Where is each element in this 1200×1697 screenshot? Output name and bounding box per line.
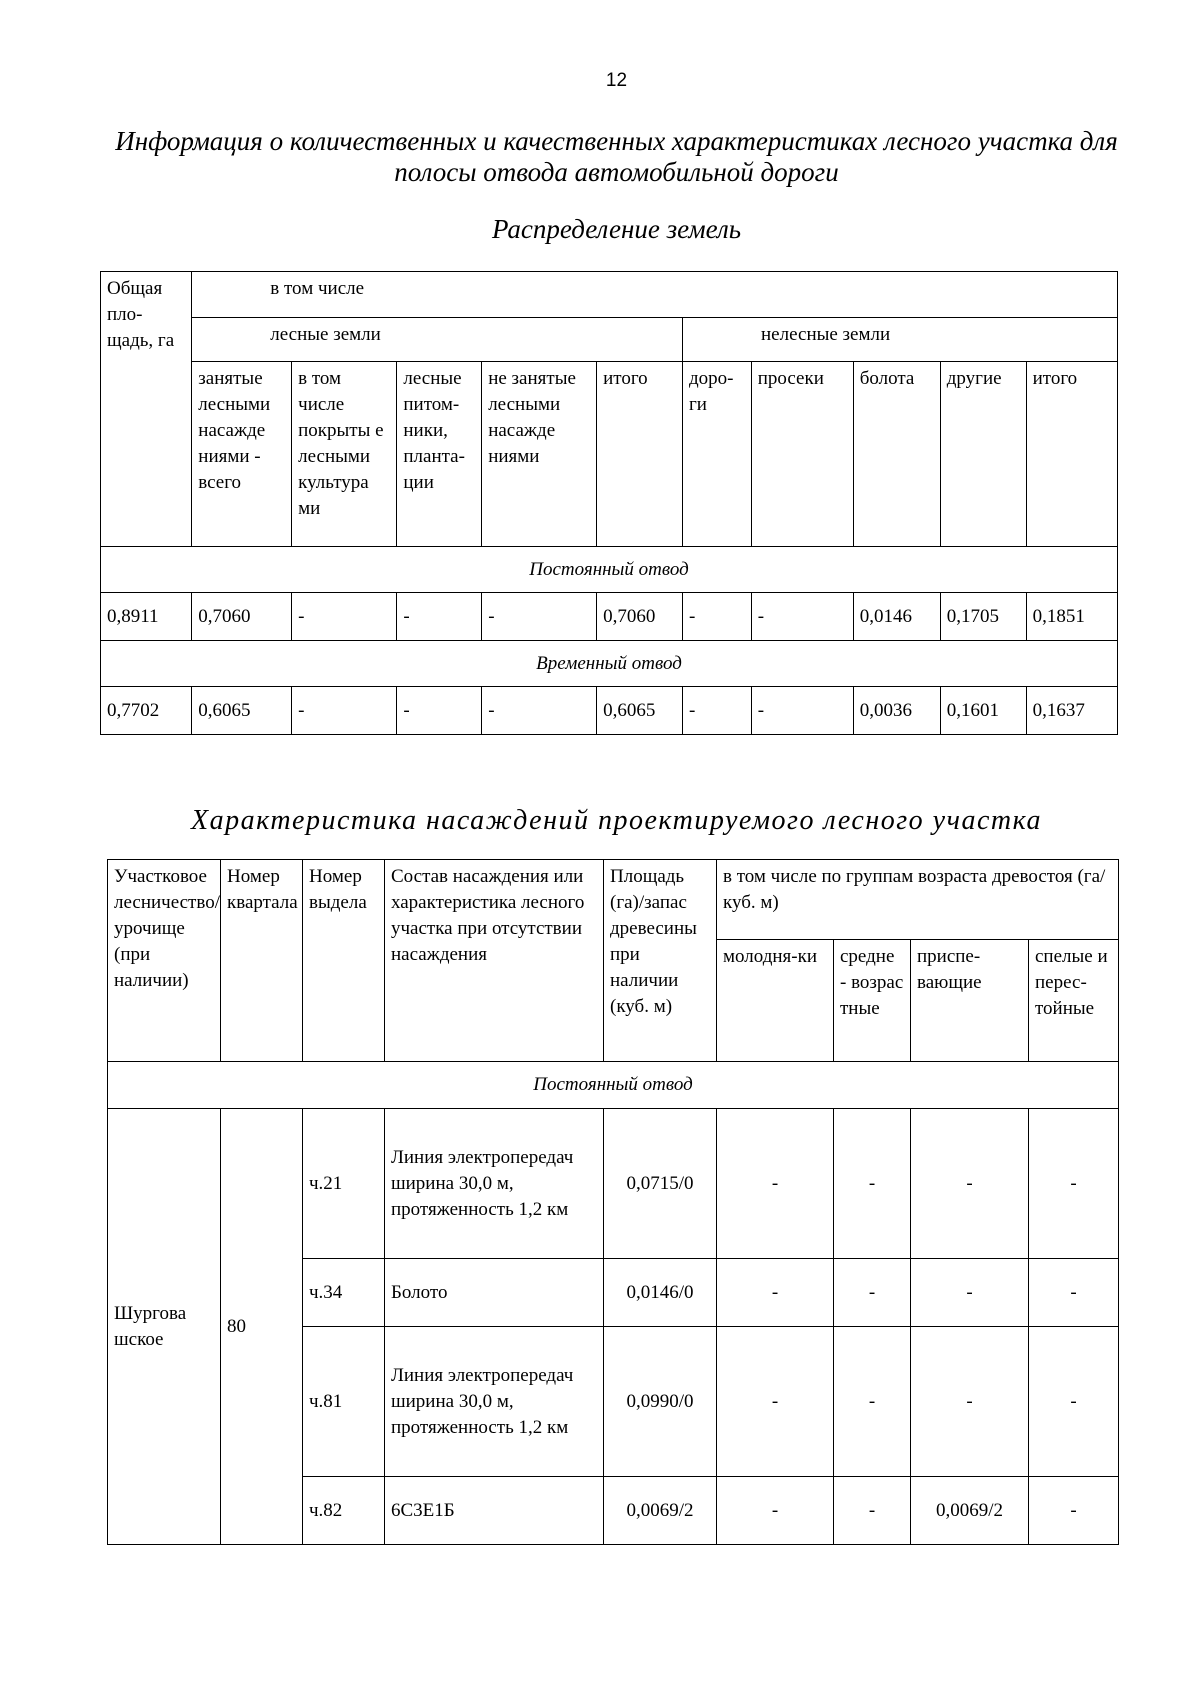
table-cell: 0,7060 <box>192 593 292 641</box>
middle-age-value: - <box>834 1109 911 1259</box>
table-cell: 0,1601 <box>940 687 1026 735</box>
header-including: в том числе <box>192 272 1118 318</box>
stands-title: Характеристика насаждений проектируемого лесного участка <box>191 805 1042 836</box>
young-value: - <box>717 1109 834 1259</box>
composition: Болото <box>385 1259 604 1327</box>
ripening-value: - <box>911 1109 1029 1259</box>
mature-value: - <box>1029 1327 1119 1477</box>
composition: Линия электропередач ширина 30,0 м, протяженность 1,2 км <box>385 1327 604 1477</box>
header-age-groups: в том числе по группам возраста древостоя (га/куб. м) <box>717 860 1119 940</box>
table-cell: 0,6065 <box>597 687 683 735</box>
area-stock: 0,0715/0 <box>604 1109 717 1259</box>
area-stock: 0,0146/0 <box>604 1259 717 1327</box>
table-cell: 0,0146 <box>853 593 940 641</box>
header-quarter: Номер квартала <box>221 860 303 1062</box>
header-nonforest-col: просеки <box>751 362 853 547</box>
mature-value: - <box>1029 1259 1119 1327</box>
young-value: - <box>717 1477 834 1545</box>
young-value: - <box>717 1259 834 1327</box>
header-forest-col: лесные питом-ники, планта-ции <box>397 362 482 547</box>
table-cell: 0,1705 <box>940 593 1026 641</box>
header-nonforest-col: доро-ги <box>683 362 752 547</box>
section-label: Временный отвод <box>101 641 1118 687</box>
table-cell: - <box>683 687 752 735</box>
table-cell: - <box>683 593 752 641</box>
table-cell: - <box>482 687 597 735</box>
header-forest-lands: лесные земли <box>192 318 683 362</box>
table-row <box>101 593 1118 641</box>
table-cell: - <box>397 687 482 735</box>
table-cell: 0,7060 <box>597 593 683 641</box>
header-section: Номер выдела <box>303 860 385 1062</box>
area-stock: 0,0069/2 <box>604 1477 717 1545</box>
table-row <box>108 1109 1119 1259</box>
header-nonforest-col: другие <box>940 362 1026 547</box>
header-nonforest-col: итого <box>1026 362 1117 547</box>
page-number: 12 <box>605 70 628 91</box>
section-label: Постоянный отвод <box>108 1062 1119 1109</box>
header-age-col: приспе-вающие <box>911 940 1029 1062</box>
ripening-value: - <box>911 1327 1029 1477</box>
table-cell: - <box>751 593 853 641</box>
header-composition: Состав насаждения или характеристика лесного участка при отсутствии насаждения <box>385 860 604 1062</box>
composition: Линия электропередач ширина 30,0 м, протяженность 1,2 км <box>385 1109 604 1259</box>
section-label: Постоянный отвод <box>101 547 1118 593</box>
section-number: ч.82 <box>303 1477 385 1545</box>
table-cell: 0,1637 <box>1026 687 1117 735</box>
table-cell: 0,6065 <box>192 687 292 735</box>
table-cell: 0,1851 <box>1026 593 1117 641</box>
table-cell: - <box>751 687 853 735</box>
document-title: Информация о количественных и качественных характеристиках лесного участка для полосы отвода автомобильной дороги <box>115 126 1118 187</box>
table-cell: - <box>292 687 397 735</box>
land-distribution-title: Распределение земель <box>491 214 742 244</box>
header-age-col: спелые и перес-тойные <box>1029 940 1119 1062</box>
mature-value: - <box>1029 1477 1119 1545</box>
young-value: - <box>717 1327 834 1477</box>
header-forest-col: итого <box>597 362 683 547</box>
forestry-name: Шургова шское <box>108 1109 221 1545</box>
ripening-value: 0,0069/2 <box>911 1477 1029 1545</box>
header-total-area: Общая пло-щадь, га <box>101 272 192 547</box>
header-forest-col: не занятые лесными насажде ниями <box>482 362 597 547</box>
composition: 6С3Е1Б <box>385 1477 604 1545</box>
header-forest-col: в том числе покрыты е лесными культура ми <box>292 362 397 547</box>
area-stock: 0,0990/0 <box>604 1327 717 1477</box>
table-cell: 0,0036 <box>853 687 940 735</box>
stands-table <box>107 859 1119 1545</box>
table-cell: - <box>397 593 482 641</box>
section-number: ч.21 <box>303 1109 385 1259</box>
table-cell: - <box>292 593 397 641</box>
mature-value: - <box>1029 1109 1119 1259</box>
section-number: ч.34 <box>303 1259 385 1327</box>
quarter-number: 80 <box>221 1109 303 1545</box>
header-age-col: средне - возрас тные <box>834 940 911 1062</box>
header-nonforest-col: болота <box>853 362 940 547</box>
table-row <box>101 687 1118 735</box>
middle-age-value: - <box>834 1327 911 1477</box>
section-number: ч.81 <box>303 1327 385 1477</box>
middle-age-value: - <box>834 1259 911 1327</box>
ripening-value: - <box>911 1259 1029 1327</box>
table-cell: 0,8911 <box>101 593 192 641</box>
header-area: Площадь (га)/запас древесины при наличии (куб. м) <box>604 860 717 1062</box>
header-age-col: молодня-ки <box>717 940 834 1062</box>
table-cell: 0,7702 <box>101 687 192 735</box>
header-forestry: Участковое лесничество/ урочище (при наличии) <box>108 860 221 1062</box>
header-nonforest-lands: нелесные земли <box>683 318 1118 362</box>
middle-age-value: - <box>834 1477 911 1545</box>
table-cell: - <box>482 593 597 641</box>
land-distribution-table <box>100 271 1118 735</box>
header-forest-col: занятые лесными насажде ниями - всего <box>192 362 292 547</box>
